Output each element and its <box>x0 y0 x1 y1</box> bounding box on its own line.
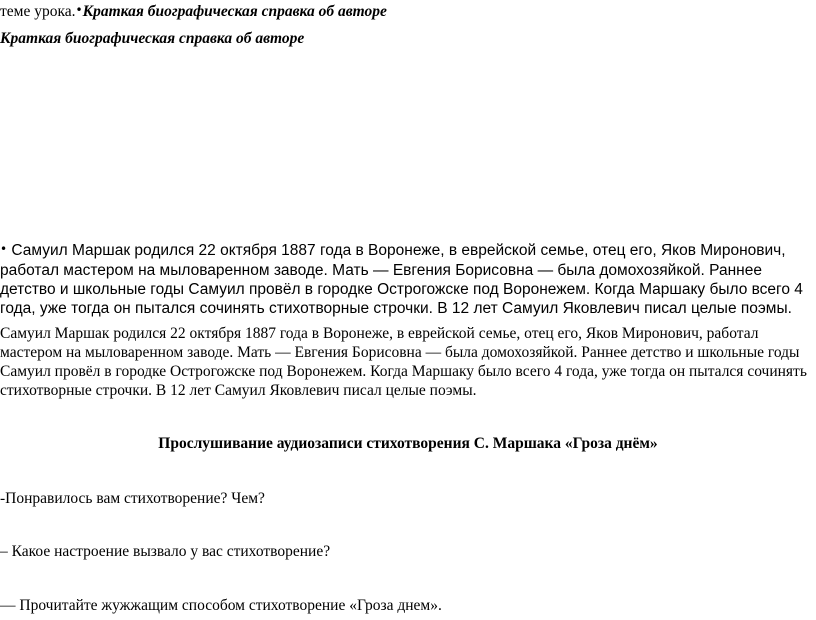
section-title: Прослушивание аудиозаписи стихотворения С. Маршака «Гроза днём» <box>158 435 658 452</box>
bio-paragraph: Самуил Маршак родился 22 октября 1887 года в Воронеже, в еврейской семье, отец его, Яков Миронович, работал мастером на мыловаренном заводе. Мать — Евгения Борисовна — была домохозяйкой. Раннее детство и школьные годы Самуил провёл в городке Острогожске под Воронежем. Когда Маршаку было всего 4 года, уже тогда он пытался сочинять стихотворные строчки. В 12 лет Самуил Яковлевич писал целые поэмы. <box>0 325 807 399</box>
bullet-icon: • <box>0 242 8 256</box>
header-prefix: теме урока. <box>0 3 76 20</box>
bullet-icon: • <box>75 3 83 17</box>
bio-bullet-paragraph <box>0 241 816 318</box>
header-inline-heading: Краткая биографическая справка об авторе <box>82 3 387 20</box>
question-3: — Прочитайте жужжащим способом стихотворение «Гроза днем». <box>0 597 442 614</box>
question-1: -Понравилось вам стихотворение? Чем? <box>0 490 265 507</box>
bio-bullet-text: Самуил Маршак родился 22 октября 1887 года в Воронеже, в еврейской семье, отец его, Яков Миронович, работал мастером на мыловаренном заводе. Мать — Евгения Борисовна — была домохозяйкой. Раннее детство и школьные годы Самуил провёл в городке Острогожске под Воронежем. Когда Маршаку было всего 4 года, уже тогда он пытался сочинять стихотворные строчки. В 12 лет Самуил Яковлевич писал целые поэмы. <box>0 242 803 317</box>
header-line <box>0 2 387 22</box>
question-2: – Какое настроение вызвало у вас стихотворение? <box>0 543 331 560</box>
section-heading: Краткая биографическая справка об авторе <box>0 30 305 47</box>
